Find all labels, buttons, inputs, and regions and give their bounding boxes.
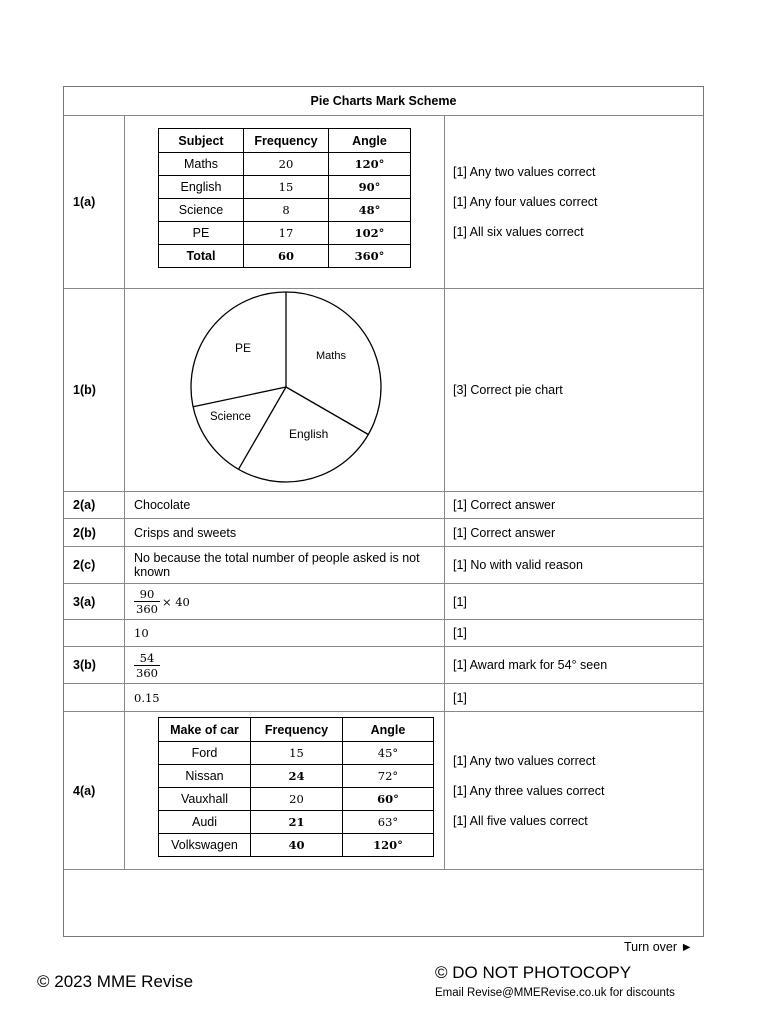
table-row: Vauxhall 20 60° xyxy=(159,788,434,811)
header-subject: Subject xyxy=(159,129,244,153)
marks: [1] No with valid reason xyxy=(453,558,583,572)
table-row: Audi 21 63° xyxy=(159,811,434,834)
row-4a xyxy=(64,712,703,870)
table-row: Nissan 24 72° xyxy=(159,765,434,788)
header-angle: Angle xyxy=(343,718,434,742)
answer: 0.15 xyxy=(125,684,445,711)
question-label: 2(a) xyxy=(64,492,125,518)
do-not-photocopy: © DO NOT PHOTOCOPY xyxy=(435,963,632,982)
marks: [1] Correct answer xyxy=(453,525,556,540)
row-3a-result xyxy=(64,620,703,647)
marks: [1] Correct answer xyxy=(453,498,556,512)
marks: [1] Award mark for 54° seen xyxy=(453,658,608,672)
pie-label-pe: PE xyxy=(235,341,252,355)
fraction: $\frac{54}{360}$ xyxy=(136,650,158,680)
row-3b xyxy=(64,647,703,684)
marks: [1] xyxy=(453,690,467,705)
marks-4a: [1] Any two values correct [1] Any three values correct [1] All five values correct xyxy=(453,753,605,828)
table-row: PE 17 102° xyxy=(159,222,411,245)
turn-over-note: Turn over ► xyxy=(624,940,693,954)
copyright: © 2023 MME Revise xyxy=(37,972,194,991)
pie-slice-boundary-science xyxy=(239,387,287,469)
row-2c xyxy=(64,547,703,584)
marks-1a: [1] Any two values correct [1] Any four values correct [1] All six values correct xyxy=(453,165,598,239)
pie-slice-boundary-pe xyxy=(193,387,286,407)
mark-scheme-table xyxy=(63,86,704,937)
marks: [1] xyxy=(453,626,467,640)
pie-label-maths: Maths xyxy=(316,350,346,362)
row-2b xyxy=(64,519,703,547)
working xyxy=(125,647,445,683)
pie-chart xyxy=(125,289,445,492)
header-make: Make of car xyxy=(159,718,251,742)
table-row: Ford 15 45° xyxy=(159,742,434,765)
pie-label-science: Science xyxy=(210,411,251,423)
car-table xyxy=(158,717,434,857)
answer: No because the total number of people asked is not known xyxy=(125,547,445,583)
header-angle: Angle xyxy=(329,129,411,153)
question-label: 2(b) xyxy=(64,519,125,546)
table-row: English 15 90° xyxy=(159,176,411,199)
question-label: 4(a) xyxy=(64,712,125,869)
fraction: $\frac{90}{360}$ xyxy=(136,587,158,616)
header-frequency: Frequency xyxy=(251,718,343,742)
discount-email: Email Revise@MMERevise.co.uk for discounts xyxy=(435,987,675,999)
answer: 10 xyxy=(125,620,445,646)
row-2a xyxy=(64,492,703,519)
row-1a xyxy=(64,116,703,289)
question-label: 1(a) xyxy=(64,116,125,288)
answer: Chocolate xyxy=(125,492,445,518)
row-3a xyxy=(64,584,703,620)
question-label: 3(b) xyxy=(64,647,125,683)
pie-label-english: English xyxy=(289,427,329,441)
question-label: 2(c) xyxy=(64,547,125,583)
mark-scheme-title: Pie Charts Mark Scheme xyxy=(64,87,703,116)
marks-1b: [3] Correct pie chart xyxy=(453,383,563,397)
question-label: 3(a) xyxy=(64,584,125,619)
working: $\frac{90}{360}$ × 40 xyxy=(125,584,445,619)
table-row-total: Total 60 360° xyxy=(159,245,411,268)
empty-row xyxy=(64,870,703,937)
table-row: Volkswagen 40 120° xyxy=(159,834,434,857)
table-row: Maths 20 120° xyxy=(159,153,411,176)
question-label: 1(b) xyxy=(64,289,125,491)
row-1b xyxy=(64,289,703,492)
header-frequency: Frequency xyxy=(244,129,329,153)
row-3b-result xyxy=(64,684,703,712)
subject-table xyxy=(158,128,411,268)
marks: [1] xyxy=(453,594,467,609)
answer: Crisps and sweets xyxy=(125,519,445,546)
table-row: Science 8 48° xyxy=(159,199,411,222)
